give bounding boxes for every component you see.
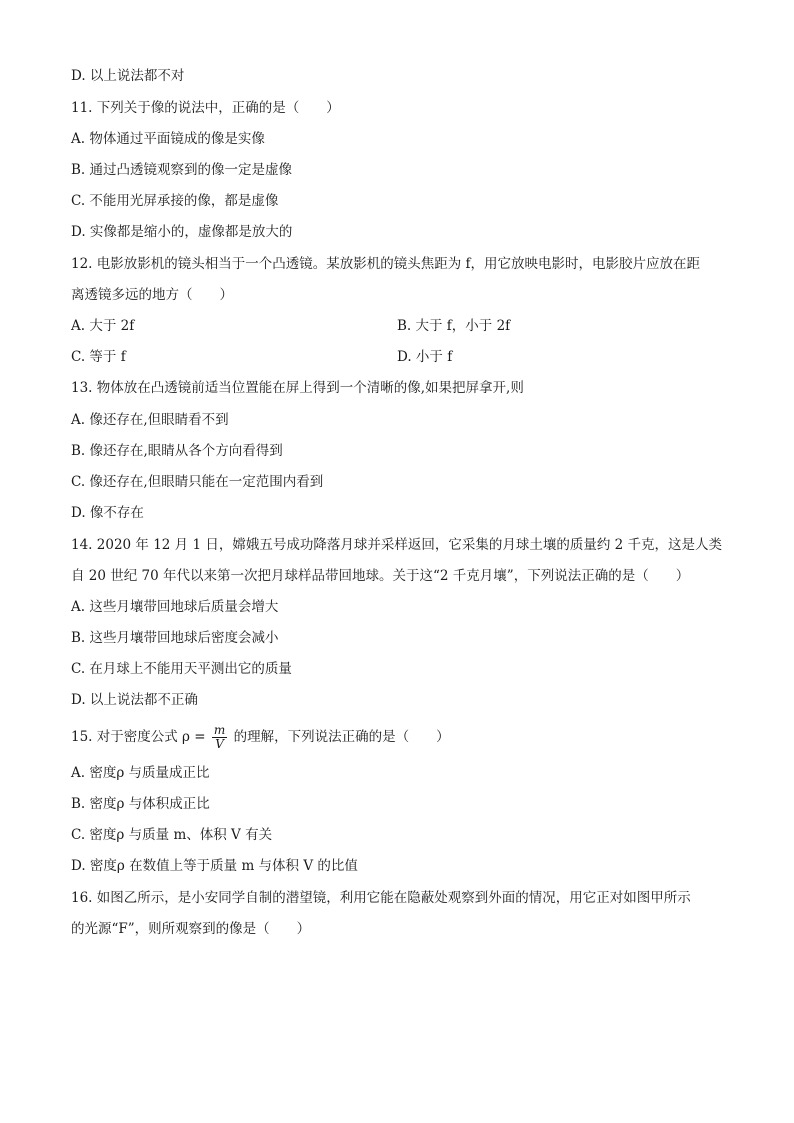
q11-option-b: B. 通过凸透镜观察到的像一定是虚像 <box>71 162 293 178</box>
q11-option-c: C. 不能用光屏承接的像，都是虚像 <box>71 193 279 209</box>
q12-stem-line2: 离透镜多远的地方（ ） <box>71 287 233 303</box>
q12-option-a: A. 大于 2f <box>71 318 135 334</box>
q16-stem-line1: 16. 如图乙所示，是小安同学自制的潜望镜，利用它能在隐蔽处观察到外面的情况，用它正对如图甲所示 <box>71 890 691 906</box>
q12-option-d: D. 小于 f <box>397 349 453 365</box>
q12-stem-line1: 12. 电影放影机的镜头相当于一个凸透镜。某放影机的镜头焦距为 f，用它放映电影时，电影胶片应放在距 <box>71 256 701 272</box>
q14-option-a: A. 这些月壤带回地球后质量会增大 <box>71 599 279 615</box>
q13-option-a: A. 像还存在,但眼睛看不到 <box>71 412 229 428</box>
q10-option-d: D. 以上说法都不对 <box>71 68 185 84</box>
q15-stem-prefix: 15. 对于密度公式 ρ = <box>71 729 206 745</box>
q14-option-c: C. 在月球上不能用天平测出它的质量 <box>71 661 292 677</box>
q14-stem-line1: 14. 2020 年 12 月 1 日，嫦娥五号成功降落月球并采样返回，它采集的月球土壤的质量约 2 千克，这是人类 <box>71 537 723 553</box>
q11-option-a: A. 物体通过平面镜成的像是实像 <box>71 131 265 147</box>
density-formula <box>212 724 227 751</box>
q12-option-b: B. 大于 f，小于 2f <box>397 318 511 334</box>
q11-stem: 11. 下列关于像的说法中，正确的是（ ） <box>71 100 340 116</box>
q15-stem <box>71 724 450 751</box>
q15-option-a: A. 密度ρ 与质量成正比 <box>71 765 210 781</box>
q13-option-d: D. 像不存在 <box>71 505 144 521</box>
q15-option-b: B. 密度ρ 与体积成正比 <box>71 796 210 812</box>
q14-option-d: D. 以上说法都不正确 <box>71 692 198 708</box>
q15-option-c: C. 密度ρ 与质量 m、体积 V 有关 <box>71 827 273 843</box>
q15-stem-suffix: 的理解，下列说法正确的是（ ） <box>233 729 450 745</box>
q14-option-b: B. 这些月壤带回地球后密度会减小 <box>71 630 279 646</box>
q13-option-b: B. 像还存在,眼睛从各个方向看得到 <box>71 443 283 459</box>
formula-denominator: V <box>215 737 224 751</box>
q11-option-d: D. 实像都是缩小的，虚像都是放大的 <box>71 224 293 240</box>
q13-option-c: C. 像还存在,但眼睛只能在一定范围内看到 <box>71 474 324 490</box>
q16-stem-line2: 的光源“F”，则所观察到的像是（ ） <box>71 921 311 937</box>
q12-option-c: C. 等于 f <box>71 349 126 365</box>
formula-numerator: m <box>213 723 226 737</box>
q15-option-d: D. 密度ρ 在数值上等于质量 m 与体积 V 的比值 <box>71 858 358 874</box>
q14-stem-line2: 自 20 世纪 70 年代以来第一次把月球样品带回地球。关于这“2 千克月壤”，下列说法正确的是（ ） <box>71 568 690 584</box>
q13-stem: 13. 物体放在凸透镜前适当位置能在屏上得到一个清晰的像,如果把屏拿开,则 <box>71 380 524 396</box>
